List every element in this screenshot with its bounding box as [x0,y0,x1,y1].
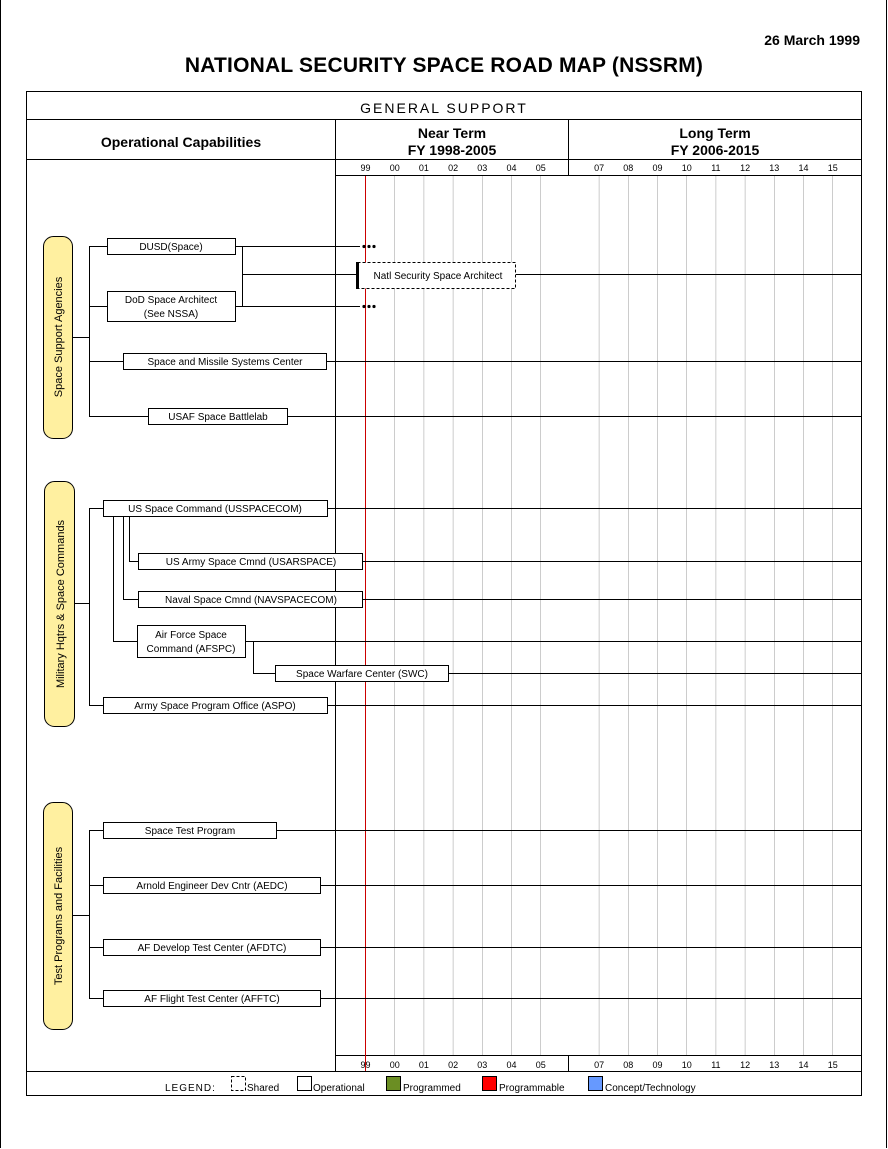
legend-label-concept: Concept/Technology [605,1083,696,1094]
near-term-label: Near Term [417,125,487,141]
year-label: 14 [798,163,809,173]
year-label: 13 [769,163,780,173]
legend-swatch-programmable [483,1077,497,1091]
legend-label-programmable: Programmable [499,1083,565,1094]
near-term-range: FY 1998-2005 [407,142,497,158]
year-label: 02 [448,163,459,173]
item-afdtc-label: AF Develop Test Center (AFDTC) [137,943,287,954]
legend-label-shared: Shared [247,1083,280,1094]
legend [165,1077,696,1095]
year-label: 08 [623,163,634,173]
year-label: 01 [418,163,429,173]
legend-swatch-concept [589,1077,603,1091]
year-label: 09 [652,1060,663,1070]
continuation-dot [367,305,370,308]
year-label: 15 [827,1060,838,1070]
year-label: 15 [827,163,838,173]
year-label: 12 [740,163,751,173]
item-afspc-label-2: Command (AFSPC) [146,644,236,655]
item-navspacecom-label: Naval Space Cmnd (NAVSPACECOM) [165,595,337,606]
continuation-dot [362,245,365,248]
year-label: 05 [535,1060,546,1070]
item-aedc-label: Arnold Engineer Dev Cntr (AEDC) [136,881,288,892]
continuation-dot [362,305,365,308]
year-label: 07 [594,1060,605,1070]
year-label: 11 [711,163,721,173]
item-smc-label: Space and Missile Systems Center [147,357,303,368]
item-swc-label: Space Warfare Center (SWC) [296,669,428,680]
item-aspo-label: Army Space Program Office (ASPO) [134,701,296,712]
item-usspacecom-label: US Space Command (USSPACECOM) [128,504,302,515]
year-label: 01 [418,1060,429,1070]
year-label: 09 [652,163,663,173]
year-label: 05 [535,163,546,173]
group-label: Military Hqtrs & Space Commands [55,519,67,689]
year-label: 04 [506,1060,517,1070]
document-date: 26 March 1999 [764,32,860,48]
year-label: 00 [389,1060,400,1070]
year-label: 03 [477,163,488,173]
year-label: 11 [711,1060,721,1070]
year-label: 99 [360,1060,371,1070]
continuation-dot [372,305,375,308]
page-title: NATIONAL SECURITY SPACE ROAD MAP (NSSRM) [184,54,704,77]
item-stp-label: Space Test Program [144,826,236,837]
legend-title: LEGEND: [165,1083,216,1094]
year-label: 13 [769,1060,780,1070]
year-label: 04 [506,163,517,173]
long-term-range: FY 2006-2015 [670,142,760,158]
year-label: 02 [448,1060,459,1070]
group-space-support-agencies [44,237,863,439]
year-label: 00 [389,163,400,173]
item-afspc-label: Air Force Space [155,630,227,641]
section-title: GENERAL SUPPORT [360,100,528,116]
grid-lines [366,176,833,1055]
year-label: 14 [798,1060,809,1070]
legend-swatch-operational [298,1077,312,1091]
continuation-dot [367,245,370,248]
item-dusd-label: DUSD(Space) [139,242,203,253]
year-label: 03 [477,1060,488,1070]
group-label: Test Programs and Facilities [53,846,65,986]
long-term-label: Long Term [679,125,751,141]
group-label: Space Support Agencies [53,276,65,398]
year-label: 10 [681,1060,692,1070]
year-label: 07 [594,163,605,173]
item-dod-arch-label-2: (See NSSA) [143,309,199,320]
group-test-programs [44,803,863,1030]
item-dod-arch-label: DoD Space Architect [124,295,218,306]
year-label: 10 [681,163,692,173]
year-label: 08 [623,1060,634,1070]
year-label: 99 [360,163,371,173]
legend-label-operational: Operational [313,1083,365,1094]
capabilities-header: Operational Capabilities [100,134,262,150]
item-usarspace-label: US Army Space Cmnd (USARSPACE) [165,557,337,568]
legend-swatch-shared [232,1077,246,1091]
item-battlelab-label: USAF Space Battlelab [168,412,268,423]
continuation-dot [372,245,375,248]
legend-swatch-programmed [387,1077,401,1091]
year-label: 12 [740,1060,751,1070]
item-afftc-label: AF Flight Test Center (AFFTC) [144,994,280,1005]
legend-label-programmed: Programmed [403,1083,461,1094]
shared-box-label: Natl Security Space Architect [373,271,503,282]
